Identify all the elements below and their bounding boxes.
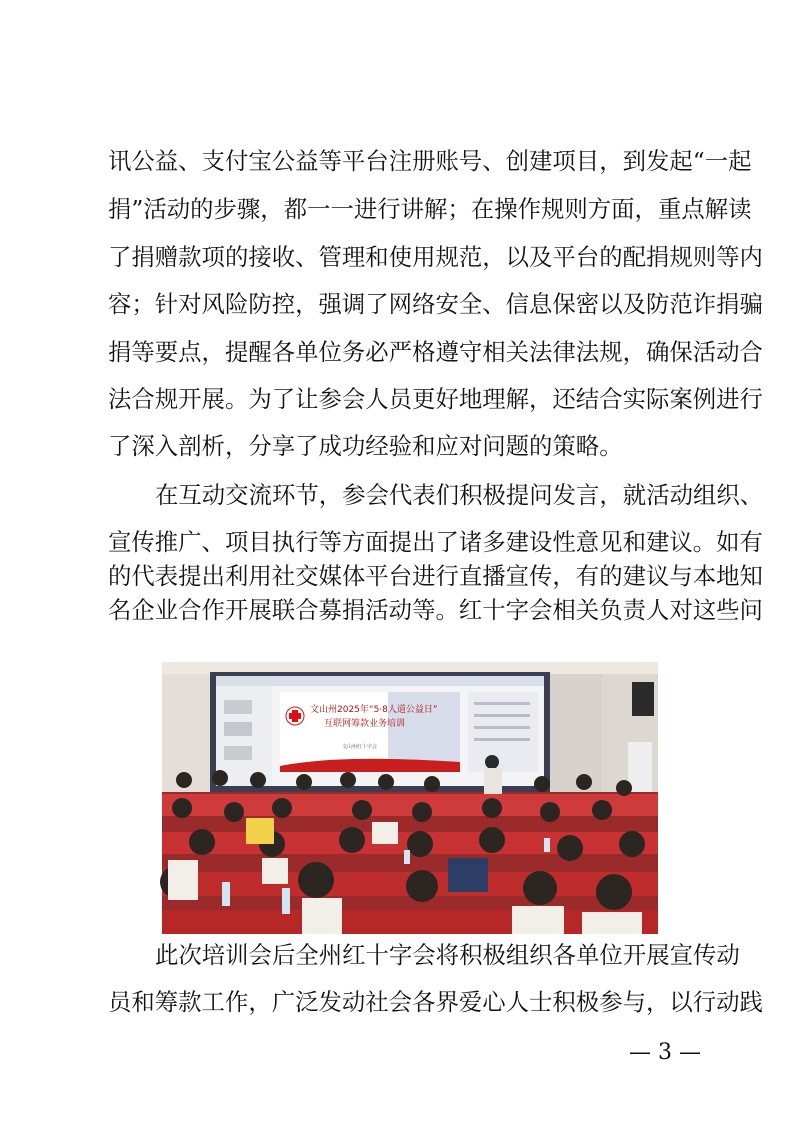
- body-line: 讯公益、支付宝公益等平台注册账号、创建项目，到发起“一起: [108, 147, 752, 175]
- paragraph-first-line: 此次培训会后全州红十字会将积极组织各单位开展宣传动: [155, 941, 740, 969]
- body-line: 员和筹款工作，广泛发动社会各界爱心人士积极参与，以行动践: [108, 988, 763, 1016]
- training-photo: [162, 662, 658, 934]
- body-line: 宣传推广、项目执行等方面提出了诸多建设性意见和建议。如有: [108, 528, 763, 556]
- slide-title-2: 互联网筹款业务培训: [324, 719, 406, 729]
- page-number: — 3 —: [629, 1040, 701, 1065]
- body-line: 的代表提出利用社交媒体平台进行直播宣传，有的建议与本地知: [108, 562, 763, 590]
- body-line: 捐等要点，提醒各单位务必严格遵守相关法律法规，确保活动合: [108, 338, 763, 366]
- body-line: 了捐赠款项的接收、管理和使用规范，以及平台的配捐规则等内: [108, 243, 763, 271]
- body-line: 容；针对风险防控，强调了网络安全、信息保密以及防范诈捐骗: [108, 290, 763, 318]
- body-line: 名企业合作开展联合募捐活动等。红十字会相关负责人对这些问: [108, 596, 763, 624]
- body-line: 法合规开展。为了让参会人员更好地理解，还结合实际案例进行: [108, 385, 763, 413]
- body-line: 捐”活动的步骤，都一一进行讲解；在操作规则方面，重点解读: [108, 195, 752, 223]
- body-line: 了深入剖析，分享了成功经验和应对问题的策略。: [108, 432, 623, 460]
- slide-title-1: 文山州2025年“5·8人道公益日”: [310, 705, 438, 715]
- paragraph-first-line: 在互动交流环节，参会代表们积极提问发言，就活动组织、: [155, 481, 764, 509]
- slide-footer: 文山州红十字会: [342, 744, 378, 750]
- training-scene-graphic: [162, 662, 658, 934]
